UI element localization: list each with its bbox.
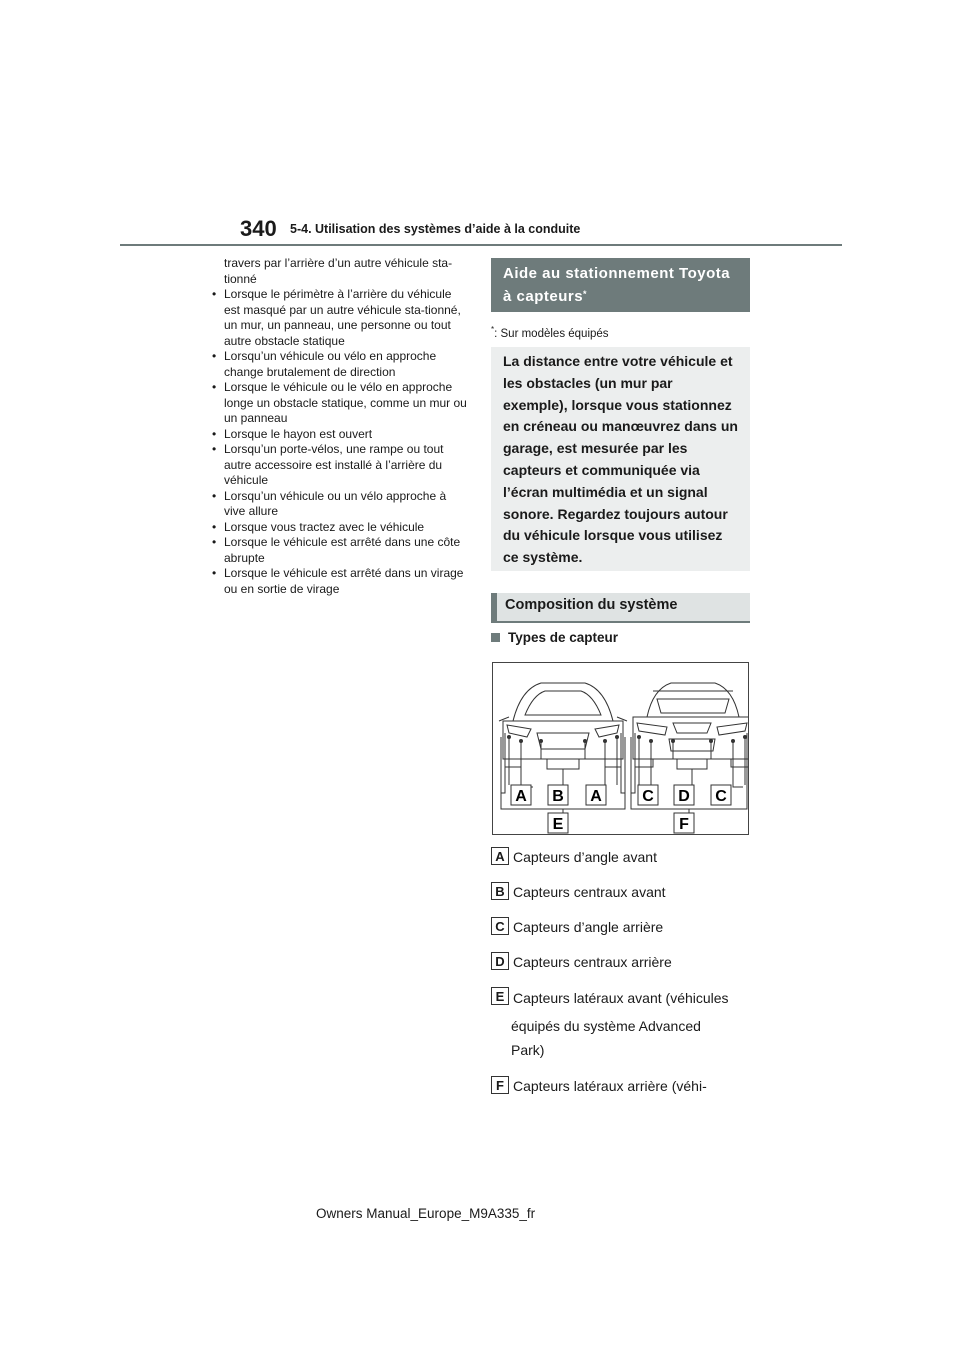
label-box-d [674, 785, 694, 805]
legend-text: Capteurs centraux arrière [513, 954, 672, 970]
composition-title: Composition du système [505, 597, 678, 613]
sensor-legend [491, 846, 751, 1110]
condition-list [210, 287, 470, 597]
svg-text:C: C [715, 788, 727, 805]
label-box-a-right [586, 785, 606, 805]
legend-text: Capteurs d’angle avant [513, 849, 657, 865]
svg-text:F: F [679, 816, 689, 833]
sensor-diagram [492, 662, 749, 835]
legend-item [491, 881, 751, 903]
legend-label: C [491, 917, 509, 935]
footnote-text: : Sur modèles équipés [494, 327, 609, 340]
list-item: • Lorsque le véhicule est arrêté dans une côte abrupte [210, 535, 470, 566]
legend-text-continued: Park) [511, 1042, 545, 1058]
sensor-dots [507, 735, 747, 743]
legend-text: Capteurs latéraux avant (véhicules [513, 990, 729, 1006]
list-item: • Lorsque vous tractez avec le véhicule [210, 520, 470, 536]
legend-text: Capteurs centraux avant [513, 884, 666, 900]
legend-label: A [491, 847, 509, 865]
svg-text:B: B [552, 788, 564, 805]
svg-text:C: C [642, 788, 654, 805]
legend-text: Capteurs d’angle arrière [513, 919, 664, 935]
label-box-c-left [638, 785, 658, 805]
list-item: • Lorsque le hayon est ouvert [210, 427, 470, 443]
square-bullet-icon [491, 633, 500, 642]
sensor-types-heading [491, 630, 618, 645]
title-footnote-mark: * [583, 289, 588, 299]
list-item: • Lorsque le véhicule ou le vélo en approche longe un obstacle statique, comme un mur ou un panneau [210, 380, 470, 427]
label-box-e [548, 813, 568, 833]
summary-text: La distance entre votre véhicule et les obstacles (un mur par exemple), lorsque vous stationnez en créneau ou manœuvrez dans un garage, est mesurée par les capteurs et communiquée via l’écran multimédia et un signal sonore. Regardez toujours autour du véhicule lorsque vous utilisez ce système. [503, 353, 738, 566]
list-item: • Lorsqu’un porte-vélos, une rampe ou tout autre accessoire est installé à l’arrière du véhicule [210, 442, 470, 489]
list-item: • Lorsque le véhicule est arrêté dans un virage ou en sortie de virage [210, 566, 470, 597]
footer-text: Owners Manual_Europe_M9A335_fr [316, 1206, 536, 1221]
legend-label: B [491, 882, 509, 900]
svg-text:A: A [590, 788, 602, 805]
summary-box [491, 347, 750, 571]
legend-label: F [491, 1076, 509, 1094]
left-column [210, 256, 470, 597]
footnote-mark: * [491, 325, 495, 334]
label-box-a-left [511, 785, 531, 805]
label-box-f [674, 813, 694, 833]
page-number: 340 [240, 216, 277, 241]
legend-text-continued: équipés du système Advanced [511, 1018, 701, 1034]
svg-text:D: D [678, 788, 690, 805]
continued-text: travers par l’arrière d’un autre véhicule sta-tionné [224, 256, 453, 286]
legend-item [491, 1075, 751, 1097]
composition-title-bar [491, 593, 750, 623]
svg-text:E: E [552, 816, 564, 833]
legend-item [491, 916, 751, 938]
legend-label: E [491, 987, 509, 1005]
legend-item [491, 986, 751, 1062]
legend-label: D [491, 952, 509, 970]
legend-item [491, 846, 751, 868]
svg-text:A: A [515, 788, 527, 805]
header-rule [120, 244, 842, 246]
chapter-title: 5-4. Utilisation des systèmes d’aide à la conduite [290, 222, 581, 236]
section-title-bar [491, 258, 750, 312]
sensor-diagram-svg [493, 663, 748, 834]
footnote [491, 325, 609, 340]
label-box-c-right [711, 785, 731, 805]
legend-item [491, 951, 751, 973]
list-item: • Lorsqu’un véhicule ou vélo en approche change brutalement de direction [210, 349, 470, 380]
rear-car-illustration [633, 683, 748, 767]
label-box-b [548, 785, 568, 805]
front-car-illustration [499, 683, 627, 767]
sensor-types-label: Types de capteur [508, 630, 619, 645]
section-title: Aide au stationnement Toyota à capteurs [503, 265, 731, 305]
list-item: • Lorsque le périmètre à l’arrière du véhicule est masqué par un autre véhicule sta-tionné, un mur, un panneau, une personne ou tout autre obstacle statique [210, 287, 470, 349]
legend-text: Capteurs latéraux arrière (véhi- [513, 1078, 707, 1094]
list-item: • Lorsqu’un véhicule ou un vélo approche à vive allure [210, 489, 470, 520]
